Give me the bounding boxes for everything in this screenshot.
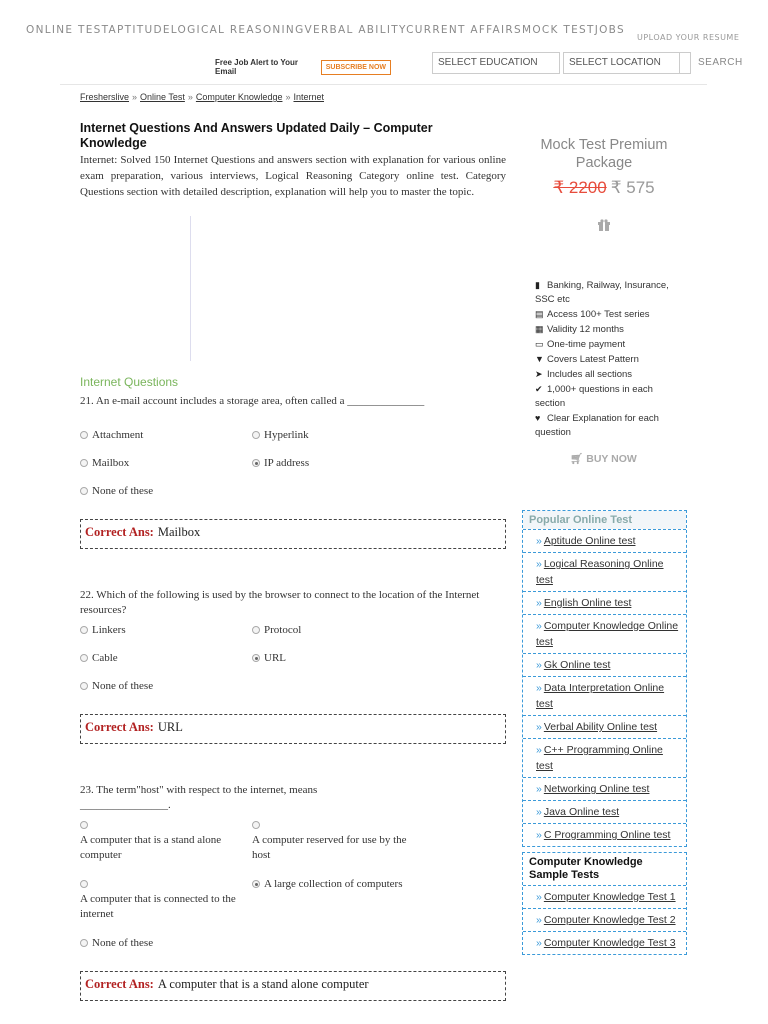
breadcrumb xyxy=(80,92,324,102)
question-23 xyxy=(80,783,510,813)
option-label: URL xyxy=(264,652,286,664)
nav-current-affairs[interactable]: CURRENT AFFAIRS xyxy=(406,24,522,36)
radio-icon[interactable] xyxy=(80,939,88,947)
option-label: IP address xyxy=(264,457,310,469)
panel-link-item xyxy=(523,885,686,908)
option-label: A computer that is connected to the internet xyxy=(80,893,236,920)
option-reserved-host[interactable] xyxy=(252,818,417,863)
feature-item xyxy=(535,411,685,440)
panel-link[interactable]: Computer Knowledge Test 3 xyxy=(543,937,676,949)
nav-logical-reasoning[interactable]: LOGICAL REASONING xyxy=(170,24,305,36)
panel-title: Popular Online Test xyxy=(523,511,686,529)
panel-link-item xyxy=(523,653,686,676)
panel-link[interactable]: Verbal Ability Online test xyxy=(543,721,658,733)
option-mailbox[interactable] xyxy=(80,456,129,471)
feature-text: Covers Latest Pattern xyxy=(547,354,639,365)
option-label: None of these xyxy=(92,937,154,949)
panel-link-item xyxy=(523,777,686,800)
option-large-collection[interactable] xyxy=(252,877,402,892)
panel-link[interactable]: Aptitude Online test xyxy=(543,535,636,547)
panel-link[interactable]: Data Interpretation Online test xyxy=(536,682,665,710)
option-label: Mailbox xyxy=(92,457,130,469)
new-price: ₹ 575 xyxy=(610,178,655,197)
old-price: ₹ 2200 xyxy=(553,178,607,197)
panel-link-item xyxy=(523,614,686,653)
radio-icon[interactable] xyxy=(80,487,88,495)
heart-icon: ♥ xyxy=(535,413,541,423)
feature-text: Validity 12 months xyxy=(547,324,624,335)
option-label: Attachment xyxy=(92,429,144,441)
radio-icon[interactable] xyxy=(252,459,260,467)
book-icon: ▮ xyxy=(535,280,540,290)
radio-icon[interactable] xyxy=(80,459,88,467)
option-stand-alone[interactable] xyxy=(80,818,245,863)
check-icon: ✔ xyxy=(535,384,543,394)
feature-text: Includes all sections xyxy=(547,369,633,380)
nav-jobs[interactable]: JOBS xyxy=(594,24,625,36)
answer-label: Correct Ans: xyxy=(85,525,154,539)
chevron-right-icon: » xyxy=(536,659,542,671)
chevron-right-icon: » xyxy=(536,620,542,632)
panel-link[interactable]: Logical Reasoning Online test xyxy=(536,558,664,586)
panel-link[interactable]: Computer Knowledge Test 1 xyxy=(543,891,676,903)
breadcrumb-separator: » xyxy=(132,92,138,102)
chevron-right-icon: » xyxy=(536,829,542,841)
option-linkers[interactable] xyxy=(80,623,126,638)
panel-link-item xyxy=(523,715,686,738)
chevron-right-icon: » xyxy=(536,891,542,903)
breadcrumb-home[interactable]: Fresherslive xyxy=(80,92,130,102)
feature-item xyxy=(535,337,685,352)
radio-icon[interactable] xyxy=(252,880,260,888)
option-ip-address[interactable] xyxy=(252,456,309,471)
question-text: 21. An e-mail account includes a storage area, often called a ______________ xyxy=(80,395,425,407)
answer-box-21 xyxy=(80,519,506,549)
breadcrumb-internet[interactable]: Internet xyxy=(293,92,325,102)
select-location[interactable]: SELECT LOCATION xyxy=(563,52,691,74)
subscribe-button[interactable]: SUBSCRIBE NOW xyxy=(321,60,391,75)
option-none[interactable] xyxy=(80,484,153,499)
option-none[interactable] xyxy=(80,936,153,951)
radio-icon[interactable] xyxy=(252,626,260,634)
radio-icon[interactable] xyxy=(80,654,88,662)
panel-link-item xyxy=(523,908,686,931)
option-label: Cable xyxy=(92,652,118,664)
option-hyperlink[interactable] xyxy=(252,428,309,443)
popular-tests-panel xyxy=(522,510,687,847)
question-text: 23. The term"host" with respect to the internet, means ________________. xyxy=(80,784,318,811)
chevron-right-icon: » xyxy=(536,721,542,733)
calendar-icon: ▦ xyxy=(535,324,544,334)
option-label: A large collection of computers xyxy=(264,878,403,890)
panel-link-item xyxy=(523,823,686,846)
gift-icon xyxy=(597,219,611,231)
option-label: Protocol xyxy=(264,624,302,636)
nav-online-test[interactable]: ONLINE TEST xyxy=(26,24,109,36)
breadcrumb-online-test[interactable]: Online Test xyxy=(140,92,185,102)
ck-sample-tests-panel xyxy=(522,852,687,955)
panel-link[interactable]: C++ Programming Online test xyxy=(536,744,663,772)
panel-link-item xyxy=(523,529,686,552)
chevron-right-icon: » xyxy=(536,744,542,756)
question-text: 22. Which of the following is used by the browser to connect to the location of the Internet resources? xyxy=(80,589,480,616)
feature-item xyxy=(535,367,685,382)
answer-label: Correct Ans: xyxy=(85,720,154,734)
radio-icon[interactable] xyxy=(252,821,260,829)
panel-link-item xyxy=(523,931,686,954)
radio-icon[interactable] xyxy=(80,682,88,690)
money-icon: ▭ xyxy=(535,339,544,349)
feature-item xyxy=(535,278,685,307)
feature-item xyxy=(535,352,685,367)
answer-text: URL xyxy=(157,720,183,734)
feature-item xyxy=(535,382,685,411)
question-22 xyxy=(80,588,510,618)
radio-icon[interactable] xyxy=(80,431,88,439)
option-label: None of these xyxy=(92,485,154,497)
breadcrumb-separator: » xyxy=(285,92,291,102)
feature-item xyxy=(535,307,685,322)
top-nav xyxy=(26,24,625,36)
search-button[interactable]: SEARCH xyxy=(698,57,743,68)
feature-text: Clear Explanation for each question xyxy=(535,413,659,438)
option-protocol[interactable] xyxy=(252,623,301,638)
chevron-right-icon: » xyxy=(536,558,542,570)
chevron-right-icon: » xyxy=(536,535,542,547)
section-label: Internet Questions xyxy=(80,375,179,389)
breadcrumb-separator: » xyxy=(187,92,193,102)
option-none[interactable] xyxy=(80,679,153,694)
option-label: A computer that is a stand alone computer xyxy=(80,834,222,861)
nav-verbal-ability[interactable]: VERBAL ABILITY xyxy=(304,24,407,36)
bookmark-icon: ▼ xyxy=(535,354,544,364)
buy-now-label: BUY NOW xyxy=(586,453,637,465)
nav-aptitude[interactable]: APTITUDE xyxy=(108,24,171,36)
option-label: Hyperlink xyxy=(264,429,309,441)
job-alert-label: Free Job Alert to Your Email xyxy=(215,58,298,76)
feature-text: 1,000+ questions in each section xyxy=(535,384,653,409)
radio-icon[interactable] xyxy=(80,626,88,634)
option-cable[interactable] xyxy=(80,651,118,666)
panel-link-item xyxy=(523,591,686,614)
radio-icon[interactable] xyxy=(80,880,88,888)
feature-text: Access 100+ Test series xyxy=(547,309,650,320)
question-21 xyxy=(80,394,510,409)
ad-divider xyxy=(190,216,191,361)
chevron-right-icon: » xyxy=(536,682,542,694)
copy-icon: ▤ xyxy=(535,309,544,319)
buy-now-button[interactable] xyxy=(570,452,637,465)
option-attachment[interactable] xyxy=(80,428,143,443)
chevron-right-icon: » xyxy=(536,914,542,926)
panel-link[interactable]: Java Online test xyxy=(543,806,620,818)
package-title: Mock Test Premium Package xyxy=(540,137,668,171)
intro-text: Internet: Solved 150 Internet Questions and answers section with explanation for various online exam preparation, various interviews, Logical Reasoning Category online test. Category Questions section with detailed description, explanation will help you to master the topic. xyxy=(80,154,506,198)
answer-text: A computer that is a stand alone computer xyxy=(157,977,369,991)
breadcrumb-computer-knowledge[interactable]: Computer Knowledge xyxy=(195,92,283,102)
option-label: Linkers xyxy=(92,624,126,636)
package-features xyxy=(535,278,685,440)
chevron-right-icon: » xyxy=(536,597,542,609)
nav-mock-test[interactable]: MOCK TEST xyxy=(522,24,595,36)
panel-link[interactable]: Computer Knowledge Test 2 xyxy=(543,914,676,926)
panel-title: Computer Knowledge Sample Tests xyxy=(523,853,686,885)
panel-link[interactable]: Networking Online test xyxy=(543,783,650,795)
page-title: Internet Questions And Answers Updated Daily – Computer Knowledge xyxy=(80,121,433,150)
upload-resume-link[interactable]: UPLOAD YOUR RESUME xyxy=(637,33,740,42)
header-divider xyxy=(60,84,707,85)
panel-link[interactable]: English Online test xyxy=(543,597,632,609)
select-education[interactable]: SELECT EDUCATION xyxy=(432,52,560,74)
panel-link[interactable]: Computer Knowledge Online test xyxy=(536,620,679,648)
feature-item xyxy=(535,322,685,337)
answer-label: Correct Ans: xyxy=(85,977,154,991)
job-alert-box xyxy=(211,56,391,78)
radio-icon[interactable] xyxy=(80,821,88,829)
panel-link[interactable]: Gk Online test xyxy=(543,659,611,671)
radio-icon[interactable] xyxy=(252,431,260,439)
panel-link-item xyxy=(523,676,686,715)
panel-link[interactable]: C Programming Online test xyxy=(543,829,671,841)
option-label: None of these xyxy=(92,680,154,692)
cart-icon: 🛒︎ xyxy=(570,453,584,465)
chevron-right-icon: » xyxy=(536,937,542,949)
chevron-right-icon: » xyxy=(536,783,542,795)
answer-box-22 xyxy=(80,714,506,744)
option-url[interactable] xyxy=(252,651,286,666)
answer-text: Mailbox xyxy=(157,525,201,539)
option-label: A computer reserved for use by the host xyxy=(252,834,407,861)
option-connected-internet[interactable] xyxy=(80,877,245,922)
panel-link-item xyxy=(523,738,686,777)
send-icon: ➤ xyxy=(535,369,543,379)
panel-link-item xyxy=(523,552,686,591)
chevron-right-icon: » xyxy=(536,806,542,818)
answer-box-23 xyxy=(80,971,506,1001)
feature-text: Banking, Railway, Insurance, SSC etc xyxy=(535,280,669,305)
feature-text: One-time payment xyxy=(547,339,626,350)
radio-icon[interactable] xyxy=(252,654,260,662)
panel-link-item xyxy=(523,800,686,823)
package-price xyxy=(528,178,680,198)
